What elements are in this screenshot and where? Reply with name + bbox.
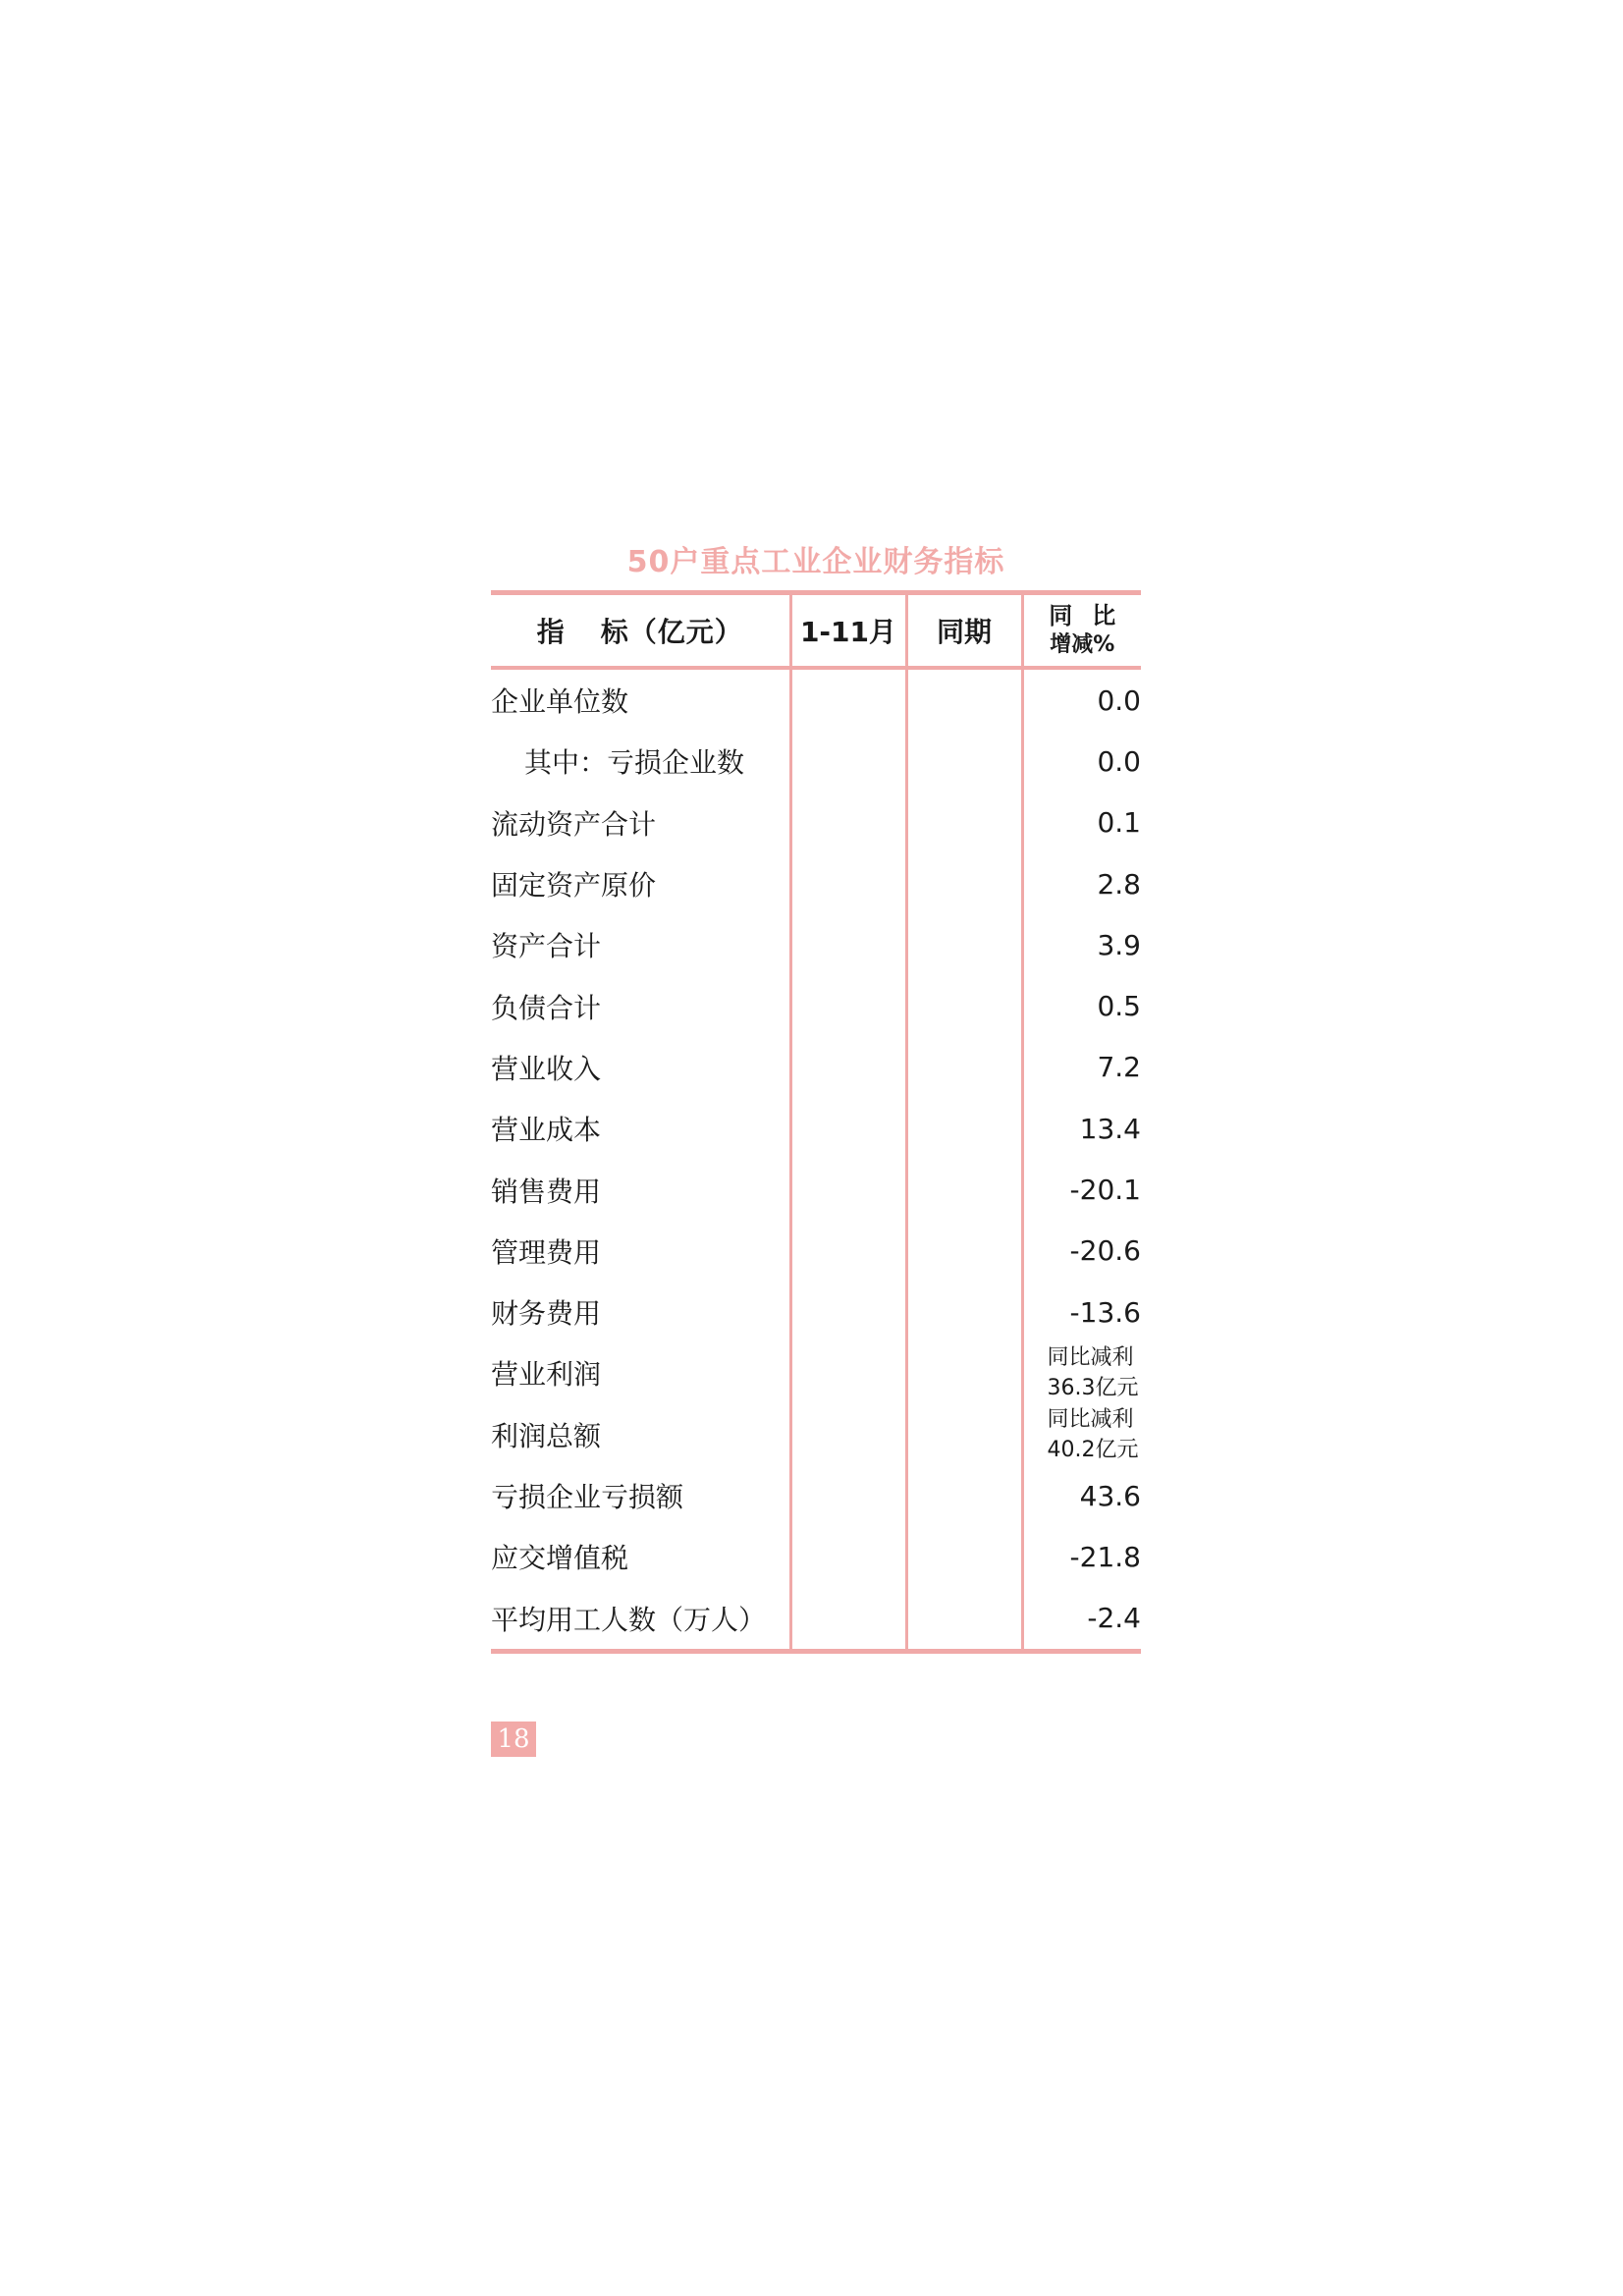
row-yoy: 0.1 <box>1022 793 1141 853</box>
row-previous <box>906 731 1022 792</box>
table-row <box>491 668 1141 731</box>
row-previous <box>906 1587 1022 1651</box>
row-current <box>790 1098 906 1159</box>
page-number: 18 <box>491 1722 536 1757</box>
row-previous <box>906 1404 1022 1465</box>
header-yoy <box>1022 593 1141 669</box>
row-name: 其中：亏损企业数 <box>524 746 745 780</box>
row-current <box>790 668 906 731</box>
table-row <box>491 1526 1141 1587</box>
row-previous <box>906 914 1022 975</box>
header-yoy-line2: 增减% <box>1050 632 1115 657</box>
table-row <box>491 1465 1141 1526</box>
row-current <box>790 1526 906 1587</box>
row-yoy <box>1022 1342 1141 1403</box>
row-current <box>790 1404 906 1465</box>
header-indicator <box>491 593 790 669</box>
row-name: 利润总额 <box>491 1419 602 1452</box>
row-previous <box>906 853 1022 914</box>
row-yoy-note-line1: 同比减利 <box>1047 1345 1134 1371</box>
table-row <box>491 793 1141 853</box>
row-yoy: 3.9 <box>1022 914 1141 975</box>
row-previous <box>906 1221 1022 1282</box>
row-current <box>790 853 906 914</box>
table-row <box>491 731 1141 792</box>
financial-indicators-table <box>491 590 1141 1654</box>
row-current <box>790 1465 906 1526</box>
row-yoy-note-line2: 36.3亿元 <box>1047 1376 1139 1401</box>
row-yoy: 13.4 <box>1022 1098 1141 1159</box>
row-yoy-note-line2: 40.2亿元 <box>1047 1437 1139 1462</box>
table-row <box>491 1587 1141 1651</box>
row-current <box>790 1342 906 1403</box>
table-row <box>491 1037 1141 1098</box>
row-name: 平均用工人数（万人） <box>491 1603 767 1636</box>
row-yoy: 2.8 <box>1022 853 1141 914</box>
row-previous <box>906 1098 1022 1159</box>
row-current <box>790 975 906 1036</box>
table-row <box>491 1098 1141 1159</box>
row-yoy: -2.4 <box>1022 1587 1141 1651</box>
table-row <box>491 1221 1141 1282</box>
row-current <box>790 793 906 853</box>
row-previous <box>906 793 1022 853</box>
row-yoy <box>1022 1404 1141 1465</box>
row-yoy: 43.6 <box>1022 1465 1141 1526</box>
row-name: 营业利润 <box>491 1358 602 1392</box>
row-yoy: 0.0 <box>1022 731 1141 792</box>
table-row <box>491 1159 1141 1220</box>
row-yoy: -20.1 <box>1022 1159 1141 1220</box>
row-previous <box>906 1342 1022 1403</box>
row-previous <box>906 1526 1022 1587</box>
row-current <box>790 1221 906 1282</box>
row-yoy: -20.6 <box>1022 1221 1141 1282</box>
row-current <box>790 1587 906 1651</box>
row-current <box>790 1282 906 1342</box>
row-name: 资产合计 <box>491 930 602 963</box>
table-row <box>491 1282 1141 1342</box>
row-current <box>790 1037 906 1098</box>
table-row <box>491 853 1141 914</box>
row-previous <box>906 1037 1022 1098</box>
row-previous <box>906 1159 1022 1220</box>
row-previous <box>906 668 1022 731</box>
table-row <box>491 914 1141 975</box>
row-name: 销售费用 <box>491 1175 602 1208</box>
row-previous <box>906 1465 1022 1526</box>
row-yoy: 7.2 <box>1022 1037 1141 1098</box>
header-current: 1-11月 <box>790 593 906 669</box>
header-previous: 同期 <box>906 593 1022 669</box>
row-name: 营业收入 <box>491 1052 602 1085</box>
table-row <box>491 1342 1141 1403</box>
table-row <box>491 1404 1141 1465</box>
row-name: 财务费用 <box>491 1297 602 1331</box>
table-header-row <box>491 593 1141 669</box>
row-name: 流动资产合计 <box>491 807 657 841</box>
row-name: 管理费用 <box>491 1235 602 1269</box>
header-yoy-line1: 同比 <box>1049 602 1136 629</box>
row-yoy: 0.0 <box>1022 668 1141 731</box>
row-current <box>790 1159 906 1220</box>
row-name: 固定资产原价 <box>491 869 657 902</box>
row-current <box>790 914 906 975</box>
page-title: 50户重点工业企业财务指标 <box>626 545 1005 579</box>
header-indicator-b: 标（亿元） <box>600 616 743 648</box>
data-table <box>491 590 1141 1654</box>
row-yoy: -13.6 <box>1022 1282 1141 1342</box>
row-yoy: 0.5 <box>1022 975 1141 1036</box>
row-name: 亏损企业亏损额 <box>491 1481 684 1513</box>
row-name: 企业单位数 <box>491 685 629 719</box>
row-previous <box>906 975 1022 1036</box>
row-yoy: -21.8 <box>1022 1526 1141 1587</box>
row-name: 应交增值税 <box>491 1542 629 1575</box>
row-current <box>790 731 906 792</box>
header-indicator-a: 指 <box>536 616 566 648</box>
row-name: 负债合计 <box>491 991 602 1024</box>
row-yoy-note-line1: 同比减利 <box>1047 1406 1134 1432</box>
row-name: 营业成本 <box>491 1114 602 1147</box>
row-previous <box>906 1282 1022 1342</box>
table-row <box>491 975 1141 1036</box>
